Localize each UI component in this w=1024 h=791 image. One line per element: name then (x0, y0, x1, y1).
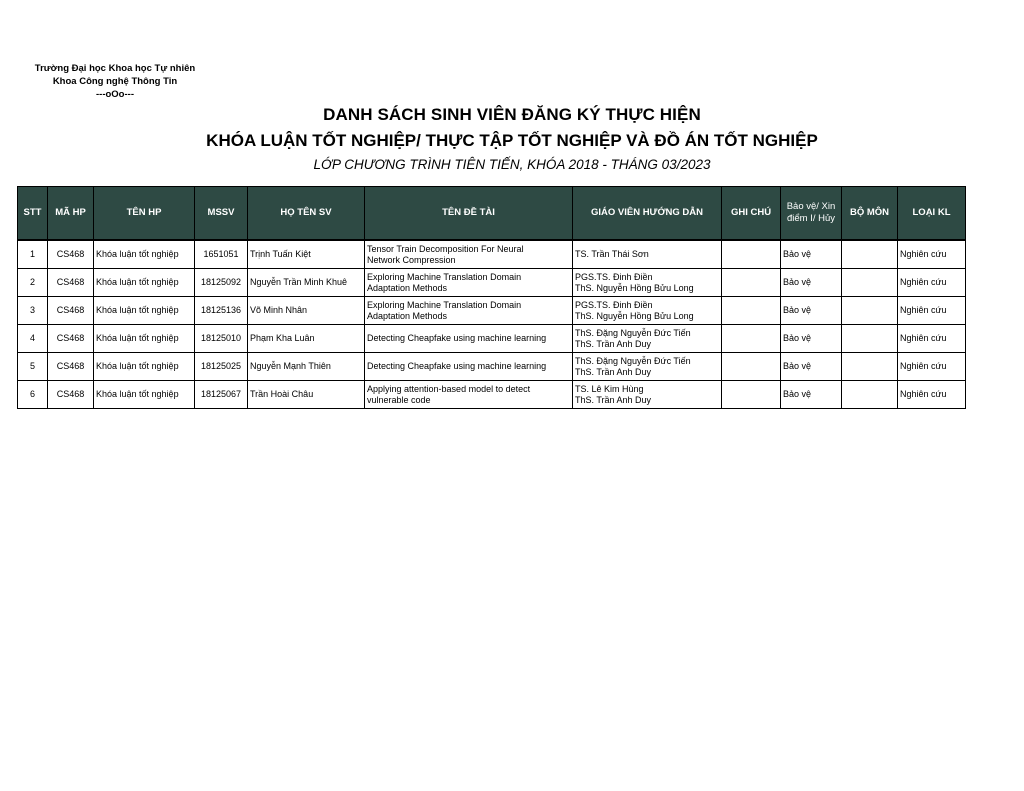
cell-ho-ten: Võ Minh Nhân (248, 297, 365, 325)
cell-ghi-chu (722, 325, 781, 353)
cell-ghi-chu (722, 381, 781, 409)
cell-gvhd-line: ThS. Đặng Nguyễn Đức Tiến (575, 327, 691, 338)
student-registration-table (17, 186, 966, 409)
col-header-bao-ve: Bảo vệ/ Xin điểm I/ Hủy (781, 187, 842, 241)
cell-ghi-chu (722, 353, 781, 381)
cell-gvhd (573, 269, 722, 297)
cell-ten-hp: Khóa luận tốt nghiệp (94, 297, 195, 325)
cell-de-tai-line: Applying attention-based model to detect (367, 383, 531, 394)
institution-header (20, 62, 210, 101)
cell-bao-ve: Bảo vệ (781, 240, 842, 269)
cell-ten-hp: Khóa luận tốt nghiệp (94, 353, 195, 381)
cell-bo-mon (842, 240, 898, 269)
cell-ma-hp: CS468 (48, 240, 94, 269)
cell-ghi-chu (722, 269, 781, 297)
col-header-ghi-chu: GHI CHÚ (722, 187, 781, 241)
cell-gvhd-line: ThS. Nguyễn Hồng Bửu Long (575, 310, 694, 321)
cell-ma-hp: CS468 (48, 353, 94, 381)
cell-gvhd (573, 240, 722, 269)
cell-stt: 1 (18, 240, 48, 269)
cell-de-tai-line: Adaptation Methods (367, 282, 448, 293)
cell-bo-mon (842, 381, 898, 409)
document-title-line-1: DANH SÁCH SINH VIÊN ĐĂNG KÝ THỰC HIỆN (323, 105, 701, 124)
cell-ma-hp: CS468 (48, 325, 94, 353)
cell-ghi-chu (722, 297, 781, 325)
cell-ma-hp: CS468 (48, 269, 94, 297)
cell-bao-ve: Bảo vệ (781, 381, 842, 409)
cell-gvhd-line: PGS.TS. Đinh Điền (575, 299, 653, 310)
cell-ma-hp: CS468 (48, 297, 94, 325)
col-header-de-tai: TÊN ĐỀ TÀI (365, 187, 573, 241)
cell-stt: 5 (18, 353, 48, 381)
cell-gvhd-line: ThS. Đặng Nguyễn Đức Tiến (575, 355, 691, 366)
col-header-ho-ten: HỌ TÊN SV (248, 187, 365, 241)
table-row (18, 381, 966, 409)
cell-stt: 3 (18, 297, 48, 325)
table-row (18, 297, 966, 325)
cell-mssv: 18125136 (195, 297, 248, 325)
cell-de-tai (365, 297, 573, 325)
ornament-line: ---oOo--- (96, 89, 134, 100)
col-header-stt: STT (18, 187, 48, 241)
col-header-mssv: MSSV (195, 187, 248, 241)
cell-de-tai-line: Detecting Cheapfake using machine learning (367, 361, 547, 371)
table-row (18, 240, 966, 269)
cell-de-tai-line: Network Compression (367, 254, 456, 265)
col-header-gvhd: GIÁO VIÊN HƯỚNG DẪN (573, 187, 722, 241)
col-header-ma-hp: MÃ HP (48, 187, 94, 241)
cell-gvhd (573, 297, 722, 325)
document-title-line-2: KHÓA LUẬN TỐT NGHIỆP/ THỰC TẬP TỐT NGHIỆP VÀ ĐỒ ÁN TỐT NGHIỆP (206, 131, 818, 150)
cell-stt: 4 (18, 325, 48, 353)
document-subtitle: LỚP CHƯƠNG TRÌNH TIÊN TIẾN, KHÓA 2018 - THÁNG 03/2023 (313, 157, 711, 172)
cell-mssv: 18125010 (195, 325, 248, 353)
cell-ho-ten: Trịnh Tuấn Kiệt (248, 240, 365, 269)
cell-gvhd-line: PGS.TS. Đinh Điền (575, 271, 653, 282)
cell-loai-kl: Nghiên cứu (898, 325, 966, 353)
cell-bo-mon (842, 297, 898, 325)
cell-ten-hp: Khóa luận tốt nghiệp (94, 325, 195, 353)
cell-de-tai-line: Exploring Machine Translation Domain (367, 271, 522, 282)
cell-ho-ten: Nguyễn Mạnh Thiên (248, 353, 365, 381)
cell-mssv: 18125067 (195, 381, 248, 409)
cell-gvhd (573, 353, 722, 381)
cell-de-tai-line: Exploring Machine Translation Domain (367, 299, 522, 310)
col-header-bo-mon: BỘ MÔN (842, 187, 898, 241)
cell-de-tai-line: Tensor Train Decomposition For Neural (367, 243, 524, 254)
cell-de-tai (365, 240, 573, 269)
cell-bao-ve: Bảo vệ (781, 297, 842, 325)
cell-de-tai (365, 325, 573, 353)
cell-ten-hp: Khóa luận tốt nghiệp (94, 381, 195, 409)
cell-bo-mon (842, 269, 898, 297)
cell-loai-kl: Nghiên cứu (898, 240, 966, 269)
cell-bao-ve: Bảo vệ (781, 269, 842, 297)
cell-gvhd-line: ThS. Nguyễn Hồng Bửu Long (575, 282, 694, 293)
cell-ten-hp: Khóa luận tốt nghiệp (94, 269, 195, 297)
cell-de-tai-line: vulnerable code (367, 394, 431, 405)
cell-bo-mon (842, 325, 898, 353)
cell-gvhd-line: TS. Trần Thái Sơn (575, 249, 649, 259)
university-name: Trường Đại học Khoa học Tự nhiên (34, 63, 196, 74)
cell-mssv: 1651051 (195, 240, 248, 269)
cell-bao-ve: Bảo vệ (781, 353, 842, 381)
cell-stt: 6 (18, 381, 48, 409)
cell-loai-kl: Nghiên cứu (898, 297, 966, 325)
cell-gvhd (573, 325, 722, 353)
col-header-loai-kl: LOẠI KL (898, 187, 966, 241)
faculty-name: Khoa Công nghệ Thông Tin (52, 76, 178, 87)
cell-gvhd-line: TS. Lê Kim Hùng (575, 383, 644, 394)
cell-ten-hp: Khóa luận tốt nghiệp (94, 240, 195, 269)
cell-loai-kl: Nghiên cứu (898, 269, 966, 297)
col-header-ten-hp: TÊN HP (94, 187, 195, 241)
cell-ho-ten: Phạm Kha Luân (248, 325, 365, 353)
cell-ghi-chu (722, 240, 781, 269)
cell-gvhd-line: ThS. Trần Anh Duy (575, 338, 652, 349)
table-row (18, 325, 966, 353)
cell-gvhd-line: ThS. Trần Anh Duy (575, 394, 652, 405)
cell-gvhd-line: ThS. Trần Anh Duy (575, 366, 652, 377)
cell-de-tai-line: Detecting Cheapfake using machine learning (367, 333, 547, 343)
cell-bo-mon (842, 353, 898, 381)
cell-stt: 2 (18, 269, 48, 297)
table-header-row (18, 187, 966, 241)
cell-de-tai (365, 381, 573, 409)
cell-mssv: 18125025 (195, 353, 248, 381)
cell-de-tai-line: Adaptation Methods (367, 310, 448, 321)
cell-ma-hp: CS468 (48, 381, 94, 409)
cell-de-tai (365, 269, 573, 297)
cell-ho-ten: Trần Hoài Châu (248, 381, 365, 409)
cell-mssv: 18125092 (195, 269, 248, 297)
cell-bao-ve: Bảo vệ (781, 325, 842, 353)
cell-ho-ten: Nguyễn Trần Minh Khuê (248, 269, 365, 297)
cell-loai-kl: Nghiên cứu (898, 381, 966, 409)
cell-loai-kl: Nghiên cứu (898, 353, 966, 381)
cell-gvhd (573, 381, 722, 409)
table-row (18, 269, 966, 297)
cell-de-tai (365, 353, 573, 381)
table-row (18, 353, 966, 381)
